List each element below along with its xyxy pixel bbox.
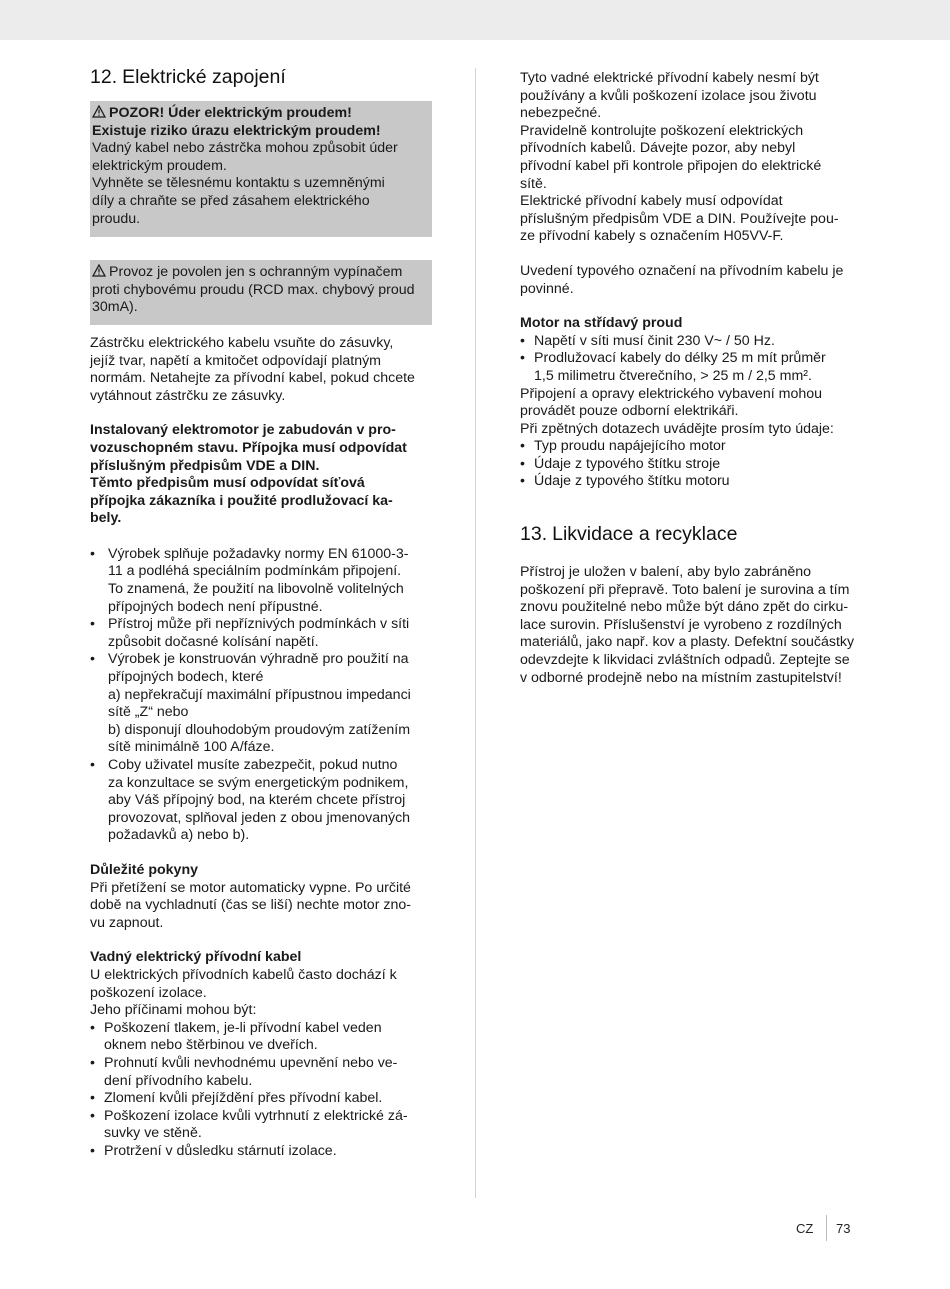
section-number: 12. bbox=[90, 66, 118, 88]
list-item: • Coby uživatel musíte zabezpečit, pokud nutno za konzultace se svým energetickým podnikem, aby Váš přípojný bod, na kterém chcete přístroj provozovat, splňoval jeden z obou jmenovaných požadavků a) nebo b). bbox=[90, 757, 432, 845]
list-item: • Prohnutí kvůli nevhodnému upevnění nebo ve- dení přívodního kabelu. bbox=[90, 1055, 432, 1090]
warning-text-line: Vadný kabel nebo zástrčka mohou způsobit úder bbox=[92, 140, 398, 157]
motor-text: Připojení a opravy elektrického vybavení mohou provádět pouze odborní elektrikáři. Při zpětných dotazech uvádějte prosím tyto údaje: bbox=[520, 385, 834, 437]
warning-text-line: Provoz je povolen jen s ochranným vypínačem bbox=[92, 264, 430, 282]
right-column bbox=[520, 70, 862, 687]
list-item: • Zlomení kvůli přejíždění přes přívodní kabel. bbox=[90, 1090, 432, 1108]
user-bullet-list bbox=[90, 757, 432, 845]
warning-subtitle: Existuje riziko úrazu elektrickým proudem! bbox=[92, 122, 381, 139]
disposal-paragraph: Přístroj je uložen v balení, aby bylo zabráněno poškození při přepravě. Toto balení je surovina a tím znovu použitelné nebo může být dáno zpět do cirku- lace surovin. Příslušenství je vyrobeno z rozdílných materiálů, jako např. kov a plasty. Defektní součástky odevzdejte k likvidaci zvláštních odpadů. Zeptejte se v odborné prodejně nebo na místním zastupitelství! bbox=[520, 564, 855, 686]
list-item: • Prodlužovací kabely do délky 25 m mít průměr 1,5 milimetru čtverečního, > 25 m / 2,5 mm². bbox=[520, 350, 862, 385]
warning-text-line: elektrickým proudem. bbox=[92, 157, 227, 174]
cable-warning-paragraph: Tyto vadné elektrické přívodní kabely nesmí být používány a kvůli poškození izolace jsou životu nebezpečné. Pravidelně kontrolujte poškození elektrických přívodních kabelů. Dávejte pozor, aby nebyl přívodní kabel při kontrole připojen do elektrické sítě. Elektrické přívodní kabely musí odpovídat příslušným předpisům VDE a DIN. Používejte pou- ze přívodní kabely s označením H05VV-F. bbox=[520, 70, 839, 245]
section-title: Elektrické zapojení bbox=[122, 66, 286, 88]
installation-bold-paragraph: Instalovaný elektromotor je zabudován v pro- vozuschopném stavu. Přípojka musí odpovídat příslušným předpisům VDE a DIN. Těmto předpisům musí odpovídat síťová přípojka zákazníka i použité prodlužovací ka- bely. bbox=[90, 422, 407, 527]
warning-text-line: proudu. bbox=[92, 210, 141, 227]
list-item: • Protržení v důsledku stárnutí izolace. bbox=[90, 1143, 432, 1161]
warning-text-line: díly a chraňte se před zásahem elektrického bbox=[92, 192, 370, 209]
warning-box-shock bbox=[90, 101, 432, 237]
motor-section bbox=[520, 315, 862, 333]
section-heading-12 bbox=[90, 66, 432, 88]
language-code: CZ bbox=[796, 1221, 814, 1236]
top-band bbox=[0, 0, 950, 40]
section-title: Likvidace a recyklace bbox=[552, 523, 738, 546]
list-item: • Výrobek splňuje požadavky normy EN 61000-3- 11 a podléhá speciálním podmínkám připojení. To znamená, že použití na libovolně volitelných přípojných bodech není přípustné. bbox=[90, 546, 432, 616]
defective-cable-section: Vadný elektrický přívodní kabel U elektrických přívodních kabelů často dochází k poškození izolace. Jeho příčinami mohou být: bbox=[90, 949, 432, 1019]
list-item: • Přístroj může při nepříznivých podmínkách v síti způsobit dočasné kolísání napětí. bbox=[90, 616, 432, 651]
section-number: 13. bbox=[520, 523, 548, 546]
important-heading: Důležité pokyny bbox=[90, 861, 199, 878]
footer-separator bbox=[826, 1215, 827, 1241]
motor-bullet-list bbox=[520, 333, 862, 386]
section-heading-13 bbox=[520, 523, 862, 545]
cable-damage-list bbox=[90, 1020, 432, 1161]
list-item: • Údaje z typového štítku motoru bbox=[520, 473, 862, 491]
info-bullet-list bbox=[520, 438, 862, 491]
list-item: • Údaje z typového štítku stroje bbox=[520, 456, 862, 474]
plug-paragraph: Zástrčku elektrického kabelu vsuňte do zásuvky, jejíž tvar, napětí a kmitočet odpovídají platným normám. Netahejte za přívodní kabel, pokud chcete vytáhnout zástrčku ze zásuvky. bbox=[90, 334, 415, 404]
norm-bullet-list bbox=[90, 546, 432, 757]
column-divider bbox=[475, 68, 476, 1198]
list-item: • Výrobek je konstruován výhradně pro použití na přípojných bodech, které a) nepřekračují maximální přípustnou impedanci sítě „Z“ nebo b) disponují dlouhodobým proudovým zatížením sítě minimálně 100 A/fáze. bbox=[90, 651, 432, 757]
list-item: • Napětí v síti musí činit 230 V~ / 50 Hz. bbox=[520, 333, 862, 351]
page-number: 73 bbox=[836, 1221, 851, 1236]
warning-text-line: 30mA). bbox=[92, 299, 138, 316]
list-item: • Poškození tlakem, je-li přívodní kabel veden oknem nebo štěrbinou ve dveřích. bbox=[90, 1020, 432, 1055]
warning-text-line: proti chybovému proudu (RCD max. chybový proud bbox=[92, 281, 415, 298]
important-notes: Důležité pokyny Při přetížení se motor automaticky vypne. Po určité době na vychladnutí (čas se liší) nechte motor zno- vu zapnout. bbox=[90, 862, 432, 932]
left-column bbox=[90, 66, 432, 1160]
warning-box-rcd bbox=[90, 260, 432, 325]
defective-cable-heading: Vadný elektrický přívodní kabel bbox=[90, 949, 302, 966]
warning-title: POZOR! Úder elektrickým proudem! bbox=[92, 105, 430, 123]
list-item: • Typ proudu napájejícího motor bbox=[520, 438, 862, 456]
list-item: • Poškození izolace kvůli vytrhnutí z elektrické zá- suvky ve stěně. bbox=[90, 1108, 432, 1143]
type-designation-paragraph: Uvedení typového označení na přívodním kabelu je povinné. bbox=[520, 262, 844, 297]
motor-heading: Motor na střídavý proud bbox=[520, 315, 683, 332]
warning-text-line: Vyhněte se tělesnému kontaktu s uzemněnými bbox=[92, 175, 385, 192]
